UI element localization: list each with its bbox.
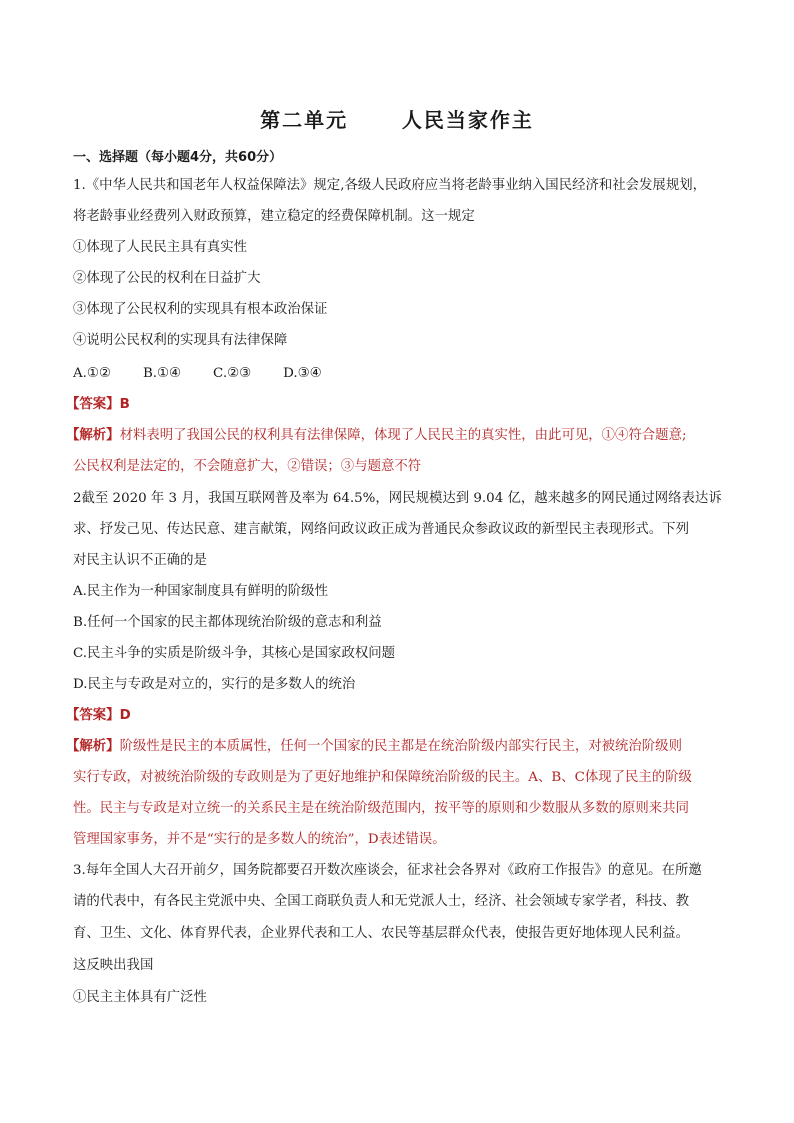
q1-analysis-line2: 公民权利是法定的，不会随意扩大，②错误；③与题意不符	[73, 459, 422, 474]
q2-answer	[66, 707, 131, 725]
q1-item-1: ①体现了人民民主具有真实性	[73, 240, 248, 255]
q2-option-d: D.民主与专政是对立的，实行的是多数人的统治	[73, 677, 356, 692]
q2-stem-line2: 求、抒发己见、传达民意、建言献策，网络问政议政正成为普通民众参政议政的新型民主表现形式。下列	[73, 522, 689, 537]
q1-analysis-line1	[66, 427, 686, 445]
q1-stem-line2: 将老龄事业经费列入财政预算，建立稳定的经费保障机制。这一规定	[73, 209, 475, 224]
q2-stem-line3: 对民主认识不正确的是	[73, 553, 207, 568]
q2-analysis-line1	[66, 738, 682, 756]
q2-option-a: A.民主作为一种国家制度具有鲜明的阶级性	[73, 584, 328, 599]
q2-stem-line1: 2截至 2020 年 3 月，我国互联网普及率为 64.5%，网民规模达到 9.04 亿，越来越多的网民通过网络表达诉	[73, 491, 722, 506]
q3-stem-line3: 育、卫生、文化、体育界代表，企业界代表和工人、农民等基层群众代表，使报告更好地体现人民利益。	[73, 926, 689, 941]
q2-analysis-line4: 管理国家事务，并不是“实行的是多数人的统治”，D表述错误。	[73, 832, 446, 847]
q2-analysis-line2: 实行专政，对被统治阶级的专政则是为了更好地维护和保障统治阶级的民主。A、B、C体现了民主的阶级	[73, 770, 692, 785]
q1-analysis-tag: 【解析】	[66, 428, 120, 443]
q3-stem-line1: 3.每年全国人大召开前夕，国务院都要召开数次座谈会，征求社会各界对《政府工作报告》的意见。在所邀	[73, 863, 702, 878]
q1-options	[73, 365, 354, 383]
q2-answer-value: D	[119, 708, 131, 723]
q2-option-b: B.任何一个国家的民主都体现统治阶级的意志和利益	[73, 615, 382, 630]
section-header: 一、选择题（每小题4分，共60分）	[73, 150, 283, 165]
q3-stem-line4: 这反映出我国	[73, 958, 154, 973]
q2-analysis-line3: 性。民主与专政是对立统一的关系民主是在统治阶级范围内，按平等的原则和少数服从多数的原则来共同	[73, 801, 689, 816]
q1-answer-tag: 【答案】	[66, 397, 120, 412]
q1-option-d: D.③④	[283, 366, 322, 381]
q1-item-4: ④说明公民权利的实现具有法律保障	[73, 333, 288, 348]
q1-option-c: C.②③	[213, 366, 252, 381]
q2-answer-tag: 【答案】	[66, 708, 120, 723]
q2-option-c: C.民主斗争的实质是阶级斗争，其核心是国家政权问题	[73, 646, 396, 661]
q3-item-1: ①民主主体具有广泛性	[73, 990, 207, 1005]
q1-stem-line1: 1.《中华人民共和国老年人权益保障法》规定,各级人民政府应当将老龄事业纳入国民经济和社会发展规划，	[73, 178, 706, 193]
q1-item-3: ③体现了公民权利的实现具有根本政治保证	[73, 302, 328, 317]
q1-item-2: ②体现了公民的权利在日益扩大	[73, 271, 261, 286]
q1-option-b: B.①④	[142, 366, 182, 381]
q1-answer-value: B	[119, 397, 130, 412]
q1-option-a: A.①②	[73, 366, 111, 381]
page-title: 第二单元 人民当家作主	[260, 108, 534, 132]
q2-analysis-text1: 阶级性是民主的本质属性，任何一个国家的民主都是在统治阶级内部实行民主，对被统治阶级则	[119, 739, 682, 754]
q1-analysis-text1: 材料表明了我国公民的权利具有法律保障，体现了人民民主的真实性，由此可见，①④符合题意;	[119, 428, 687, 443]
q3-stem-line2: 请的代表中，有各民主党派中央、全国工商联负责人和无党派人士，经济、社会领域专家学者，科技、教	[73, 894, 689, 909]
q1-answer	[66, 396, 130, 414]
q2-analysis-tag: 【解析】	[66, 739, 120, 754]
